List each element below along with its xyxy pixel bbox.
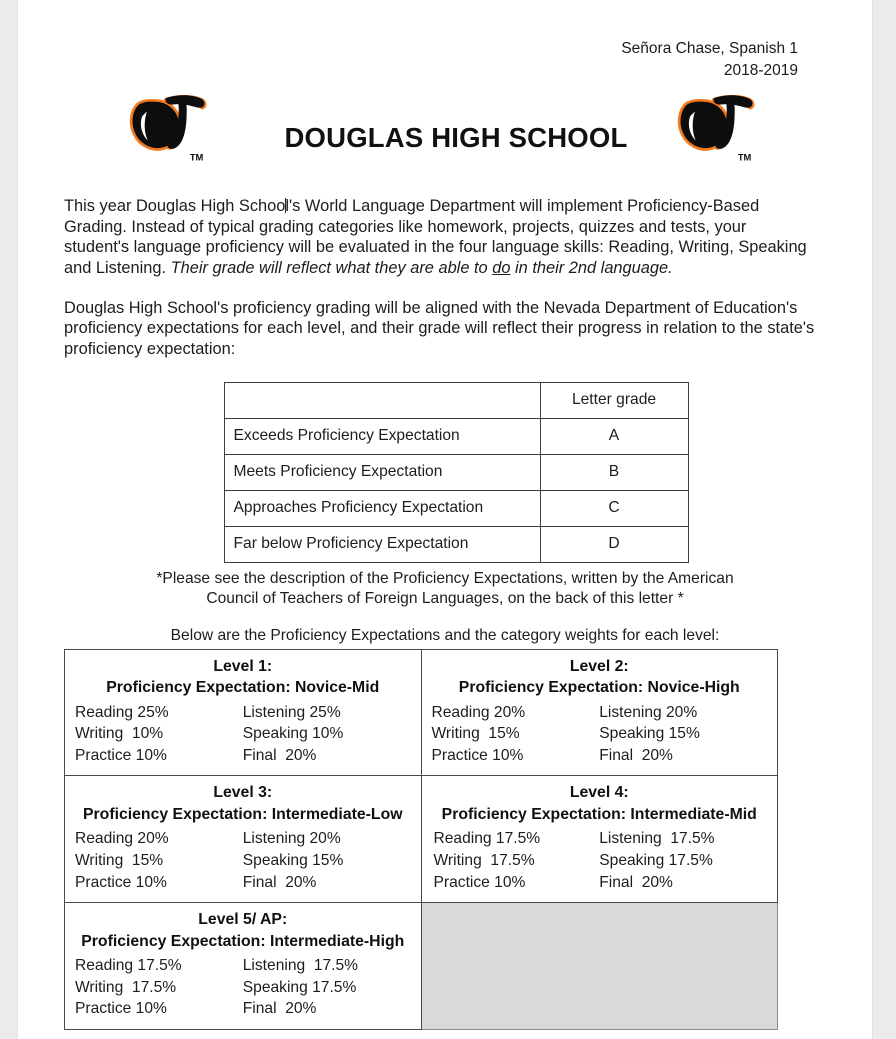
level-5-weight-speaking: Speaking 17.5% xyxy=(242,978,357,996)
header-meta xyxy=(64,0,826,82)
footnote-line-2: Council of Teachers of Foreign Languages, on the back of this letter * xyxy=(206,589,684,607)
level-5-weight-listening: Listening 17.5% xyxy=(242,957,359,975)
grade-header-letter: Letter grade xyxy=(540,382,688,418)
level-5-weight-reading: Reading 17.5% xyxy=(75,957,182,975)
table-row xyxy=(65,649,778,776)
level-3-weights xyxy=(75,829,411,893)
weight-row xyxy=(75,829,411,850)
intro-italic-part-1: Their grade will reflect what they are able to xyxy=(170,259,493,278)
grade-label-meets: Meets Proficiency Expectation xyxy=(224,454,540,490)
levels-table-container xyxy=(64,649,826,1030)
level-2-weight-listening: Listening 20% xyxy=(599,703,698,721)
level-2-weights xyxy=(432,703,768,767)
level-cell-2 xyxy=(421,649,778,776)
level-5-weights xyxy=(75,956,411,1020)
school-year-line: 2018-2019 xyxy=(723,62,798,79)
level-5-title: Level 5/ AP: xyxy=(198,911,288,929)
grade-label-exceeds: Exceeds Proficiency Expectation xyxy=(224,418,540,454)
grade-table xyxy=(224,382,689,563)
level-3-title: Level 3: xyxy=(213,784,273,802)
level-cell-empty xyxy=(421,903,778,1030)
level-3-weight-final: Final 20% xyxy=(242,873,317,891)
level-1-weight-speaking: Speaking 10% xyxy=(242,725,344,743)
weight-row xyxy=(75,956,411,977)
level-3-expectation: Proficiency Expectation: Intermediate-Low xyxy=(82,805,403,823)
level-4-weight-writing: Writing 17.5% xyxy=(433,852,535,870)
level-cell-3 xyxy=(65,776,422,903)
level-4-weight-final: Final 20% xyxy=(599,873,673,891)
weight-row xyxy=(75,873,411,894)
svg-text:TM: TM xyxy=(737,152,752,163)
grade-letter-exceeds: A xyxy=(540,418,688,454)
levels-table xyxy=(64,649,778,1030)
level-2-weight-reading: Reading 20% xyxy=(431,703,526,721)
svg-text:TM: TM xyxy=(189,152,204,163)
level-3-weight-listening: Listening 20% xyxy=(242,830,341,848)
level-2-weight-writing: Writing 15% xyxy=(431,725,520,743)
footnote-line-1: *Please see the description of the Proficiency Expectations, written by the American xyxy=(156,569,734,587)
weight-row xyxy=(432,851,768,872)
table-row xyxy=(224,454,688,490)
level-5-weight-writing: Writing 17.5% xyxy=(75,978,177,996)
level-4-weights xyxy=(432,829,768,893)
intro-text-part-1: This year Douglas High Schoo xyxy=(64,197,286,215)
level-2-weight-speaking: Speaking 15% xyxy=(599,725,700,743)
teacher-line: Señora Chase, Spanish 1 xyxy=(621,40,798,57)
weight-row xyxy=(432,724,768,745)
weight-row xyxy=(432,829,768,850)
grade-letter-approaches: C xyxy=(540,490,688,526)
grade-table-container xyxy=(64,382,826,563)
weight-row xyxy=(75,978,411,999)
table-row xyxy=(224,526,688,562)
document-page xyxy=(18,0,872,1039)
level-4-title: Level 4: xyxy=(569,784,629,802)
level-1-weight-final: Final 20% xyxy=(242,746,317,764)
school-title: DOUGLAS HIGH SCHOOL xyxy=(284,122,628,153)
level-2-title: Level 2: xyxy=(569,657,629,675)
title-bar xyxy=(64,88,826,170)
level-1-weight-practice: Practice 10% xyxy=(75,746,167,764)
level-1-expectation: Proficiency Expectation: Novice-Mid xyxy=(106,679,380,697)
level-4-expectation: Proficiency Expectation: Intermediate-Mid xyxy=(441,805,757,823)
level-1-weights xyxy=(75,703,411,767)
level-3-weight-practice: Practice 10% xyxy=(75,873,167,891)
weight-row xyxy=(75,703,411,724)
level-2-weight-practice: Practice 10% xyxy=(431,746,524,764)
intro-text-part-2: l's World Language Department will implement Proficiency-Based Grading. Instead of typical grading categories like homework, projects, quizzes and tests, your student's language proficiency will be evaluated in the four language skills: Reading, Writing, Speaking and Listening. xyxy=(64,197,807,278)
weight-row xyxy=(75,999,411,1020)
level-cell-1 xyxy=(65,649,422,776)
level-5-expectation: Proficiency Expectation: Intermediate-High xyxy=(81,932,405,950)
level-cell-5 xyxy=(65,903,422,1030)
level-cell-4 xyxy=(421,776,778,903)
level-4-weight-speaking: Speaking 17.5% xyxy=(599,852,713,870)
table-row xyxy=(65,903,778,1030)
level-1-weight-listening: Listening 25% xyxy=(242,703,341,721)
level-2-weight-final: Final 20% xyxy=(599,746,673,764)
level-4-weight-listening: Listening 17.5% xyxy=(599,830,715,848)
actfl-footnote xyxy=(64,569,826,609)
table-row xyxy=(224,490,688,526)
grade-letter-far-below: D xyxy=(540,526,688,562)
grade-header-blank xyxy=(224,382,540,418)
weight-row xyxy=(432,703,768,724)
alignment-paragraph: Douglas High School's proficiency grading will be aligned with the Nevada Department of Education's proficiency expectations for each level, and their grade will reflect their progress in relation to the state's proficiency expectation: xyxy=(64,298,815,359)
weight-row xyxy=(75,724,411,745)
level-4-weight-reading: Reading 17.5% xyxy=(433,830,541,848)
intro-paragraph xyxy=(64,196,826,279)
level-1-weight-writing: Writing 10% xyxy=(75,725,164,743)
weight-row xyxy=(75,851,411,872)
level-3-weight-writing: Writing 15% xyxy=(75,852,164,870)
weight-row xyxy=(75,746,411,767)
table-row xyxy=(224,382,688,418)
weight-row xyxy=(432,746,768,767)
table-row xyxy=(65,776,778,903)
levels-intro-line: Below are the Proficiency Expectations and the category weights for each level: xyxy=(170,626,720,644)
level-5-weight-practice: Practice 10% xyxy=(75,1000,167,1018)
level-1-title: Level 1: xyxy=(213,657,273,675)
level-2-expectation: Proficiency Expectation: Novice-High xyxy=(458,679,740,697)
weight-row xyxy=(432,873,768,894)
grade-label-approaches: Approaches Proficiency Expectation xyxy=(224,490,540,526)
intro-italic-underlined-do: do xyxy=(492,259,511,278)
level-5-weight-final: Final 20% xyxy=(242,1000,317,1018)
level-4-weight-practice: Practice 10% xyxy=(433,873,526,891)
table-row xyxy=(224,418,688,454)
grade-letter-meets: B xyxy=(540,454,688,490)
level-3-weight-reading: Reading 20% xyxy=(75,830,169,848)
level-3-weight-speaking: Speaking 15% xyxy=(242,852,344,870)
intro-italic-part-2: in their 2nd language. xyxy=(510,259,673,278)
grade-label-far-below: Far below Proficiency Expectation xyxy=(224,526,540,562)
level-1-weight-reading: Reading 25% xyxy=(75,703,169,721)
